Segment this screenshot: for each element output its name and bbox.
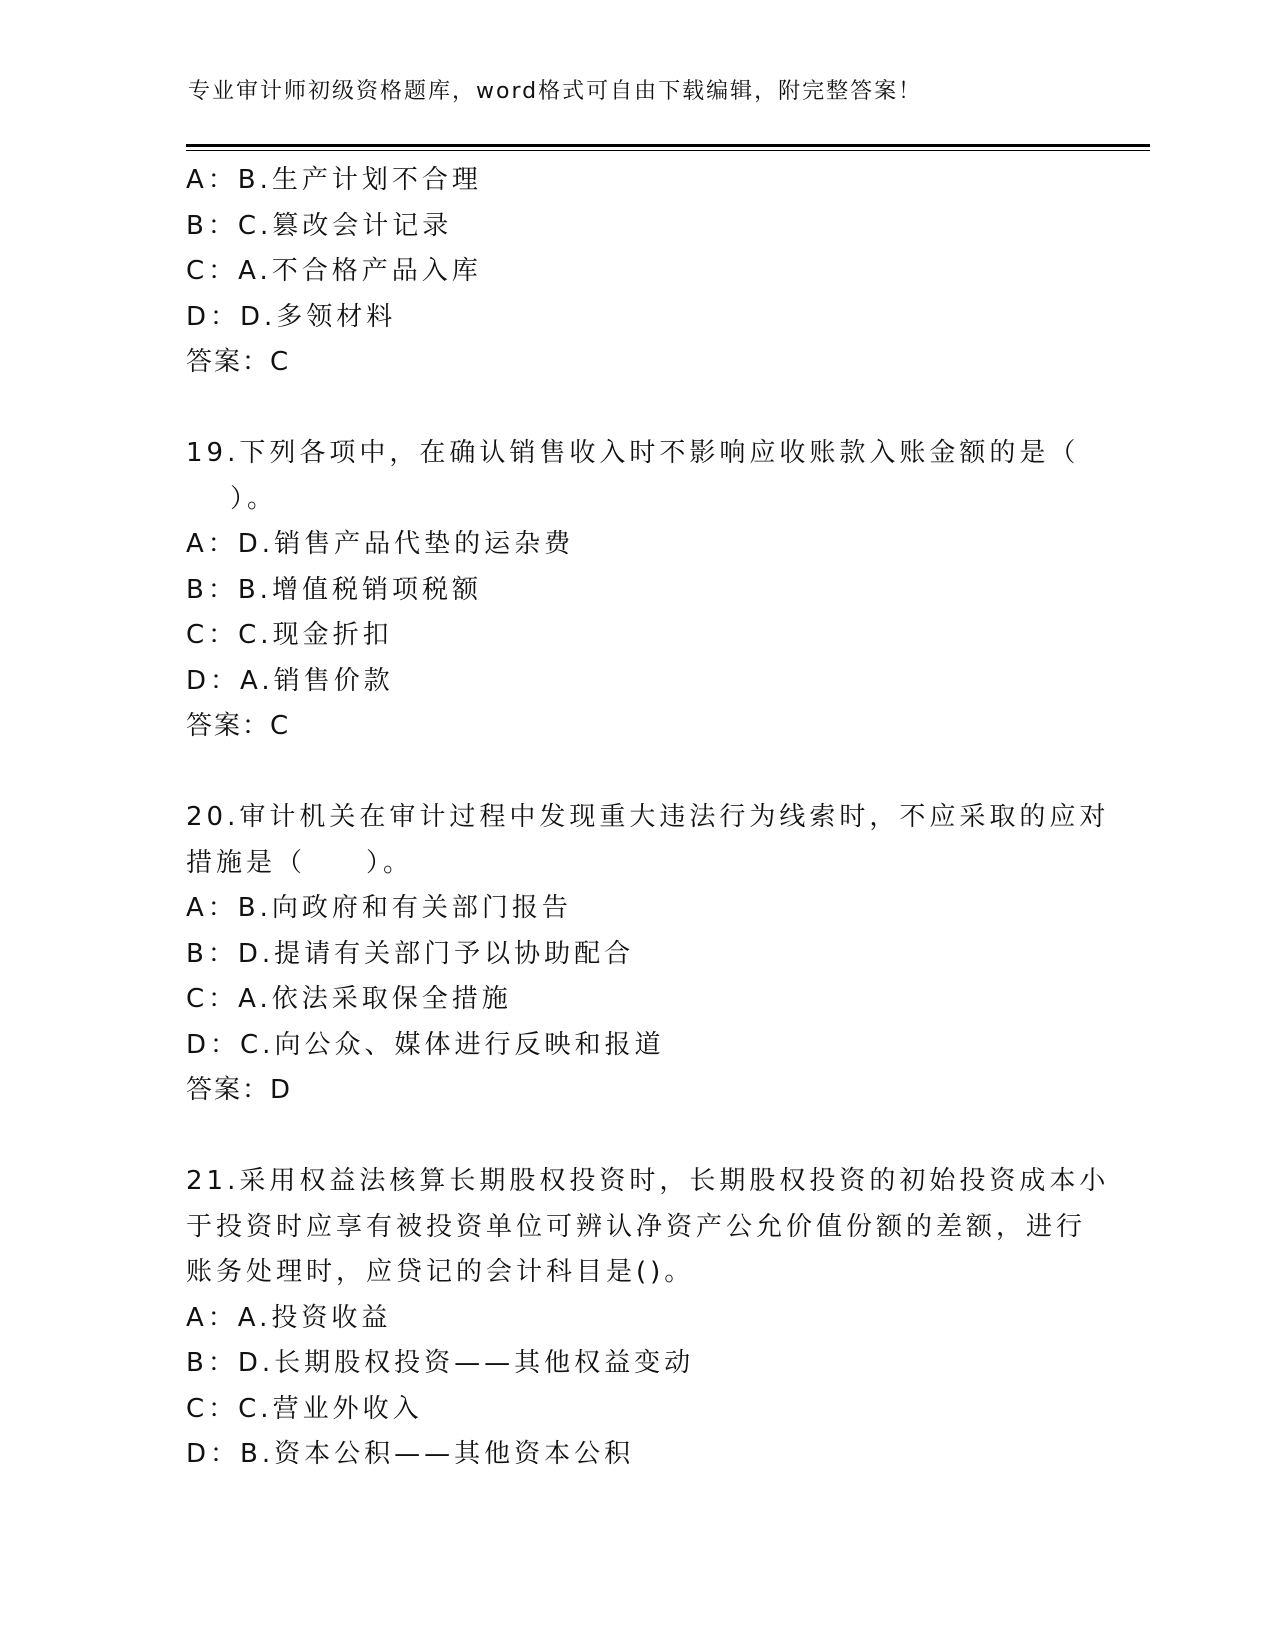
option-d: D：D.多领材料 [186,301,397,332]
answer: 答案：C [186,347,291,377]
question-19-stem-cont: ）。 [230,483,278,514]
question-21-stem-cont: 账务处理时，应贷记的会计科目是()。 [186,1257,695,1287]
question-content [186,158,1110,1478]
question-21-stem: 21.采用权益法核算长期股权投资时，长期股权投资的初始投资成本小 [186,1166,1110,1196]
option-a: A：A.投资收益 [186,1302,392,1333]
option-b: B：C.篡改会计记录 [186,210,453,241]
spacer [186,1114,1086,1160]
option-a: A：B.向政府和有关部门报告 [186,893,572,923]
option-d: D：B.资本公积——其他资本公积 [186,1439,635,1469]
option-d: D：A.销售价款 [186,665,394,696]
question-19-stem: 19.下列各项中，在确认销售收入时不影响应收账款入账金额的是（ [186,438,1080,468]
option-a: A：D.销售产品代垫的运杂费 [186,529,575,559]
option-c: C：A.不合格产品入库 [186,256,482,286]
option-a: A：B.生产计划不合理 [186,165,482,195]
spacer [186,386,1086,432]
question-20-stem-cont: 措施是（ ）。 [186,847,414,878]
header-rule-thick [186,144,1150,147]
option-b: B：D.长期股权投资——其他权益变动 [186,1348,695,1378]
option-d: D：C.向公众、媒体进行反映和报道 [186,1029,665,1060]
option-c: C：A.依法采取保全措施 [186,984,512,1014]
option-b: B：D.提请有关部门予以协助配合 [186,938,635,969]
option-c: C：C.营业外收入 [186,1393,423,1424]
answer: 答案：D [186,1075,293,1105]
question-21-stem-cont: 于投资时应享有被投资单位可辨认净资产公允价值份额的差额，进行 [186,1211,1087,1242]
question-20-stem: 20.审计机关在审计过程中发现重大违法行为线索时，不应采取的应对 [186,802,1110,832]
option-b: B：B.增值税销项税额 [186,574,482,605]
page-header: 专业审计师初级资格题库，word格式可自由下载编辑，附完整答案！ [188,79,923,104]
option-c: C：C.现金折扣 [186,620,393,650]
answer: 答案：C [186,711,291,741]
header-rule-thin [186,150,1150,151]
spacer [186,750,1086,796]
